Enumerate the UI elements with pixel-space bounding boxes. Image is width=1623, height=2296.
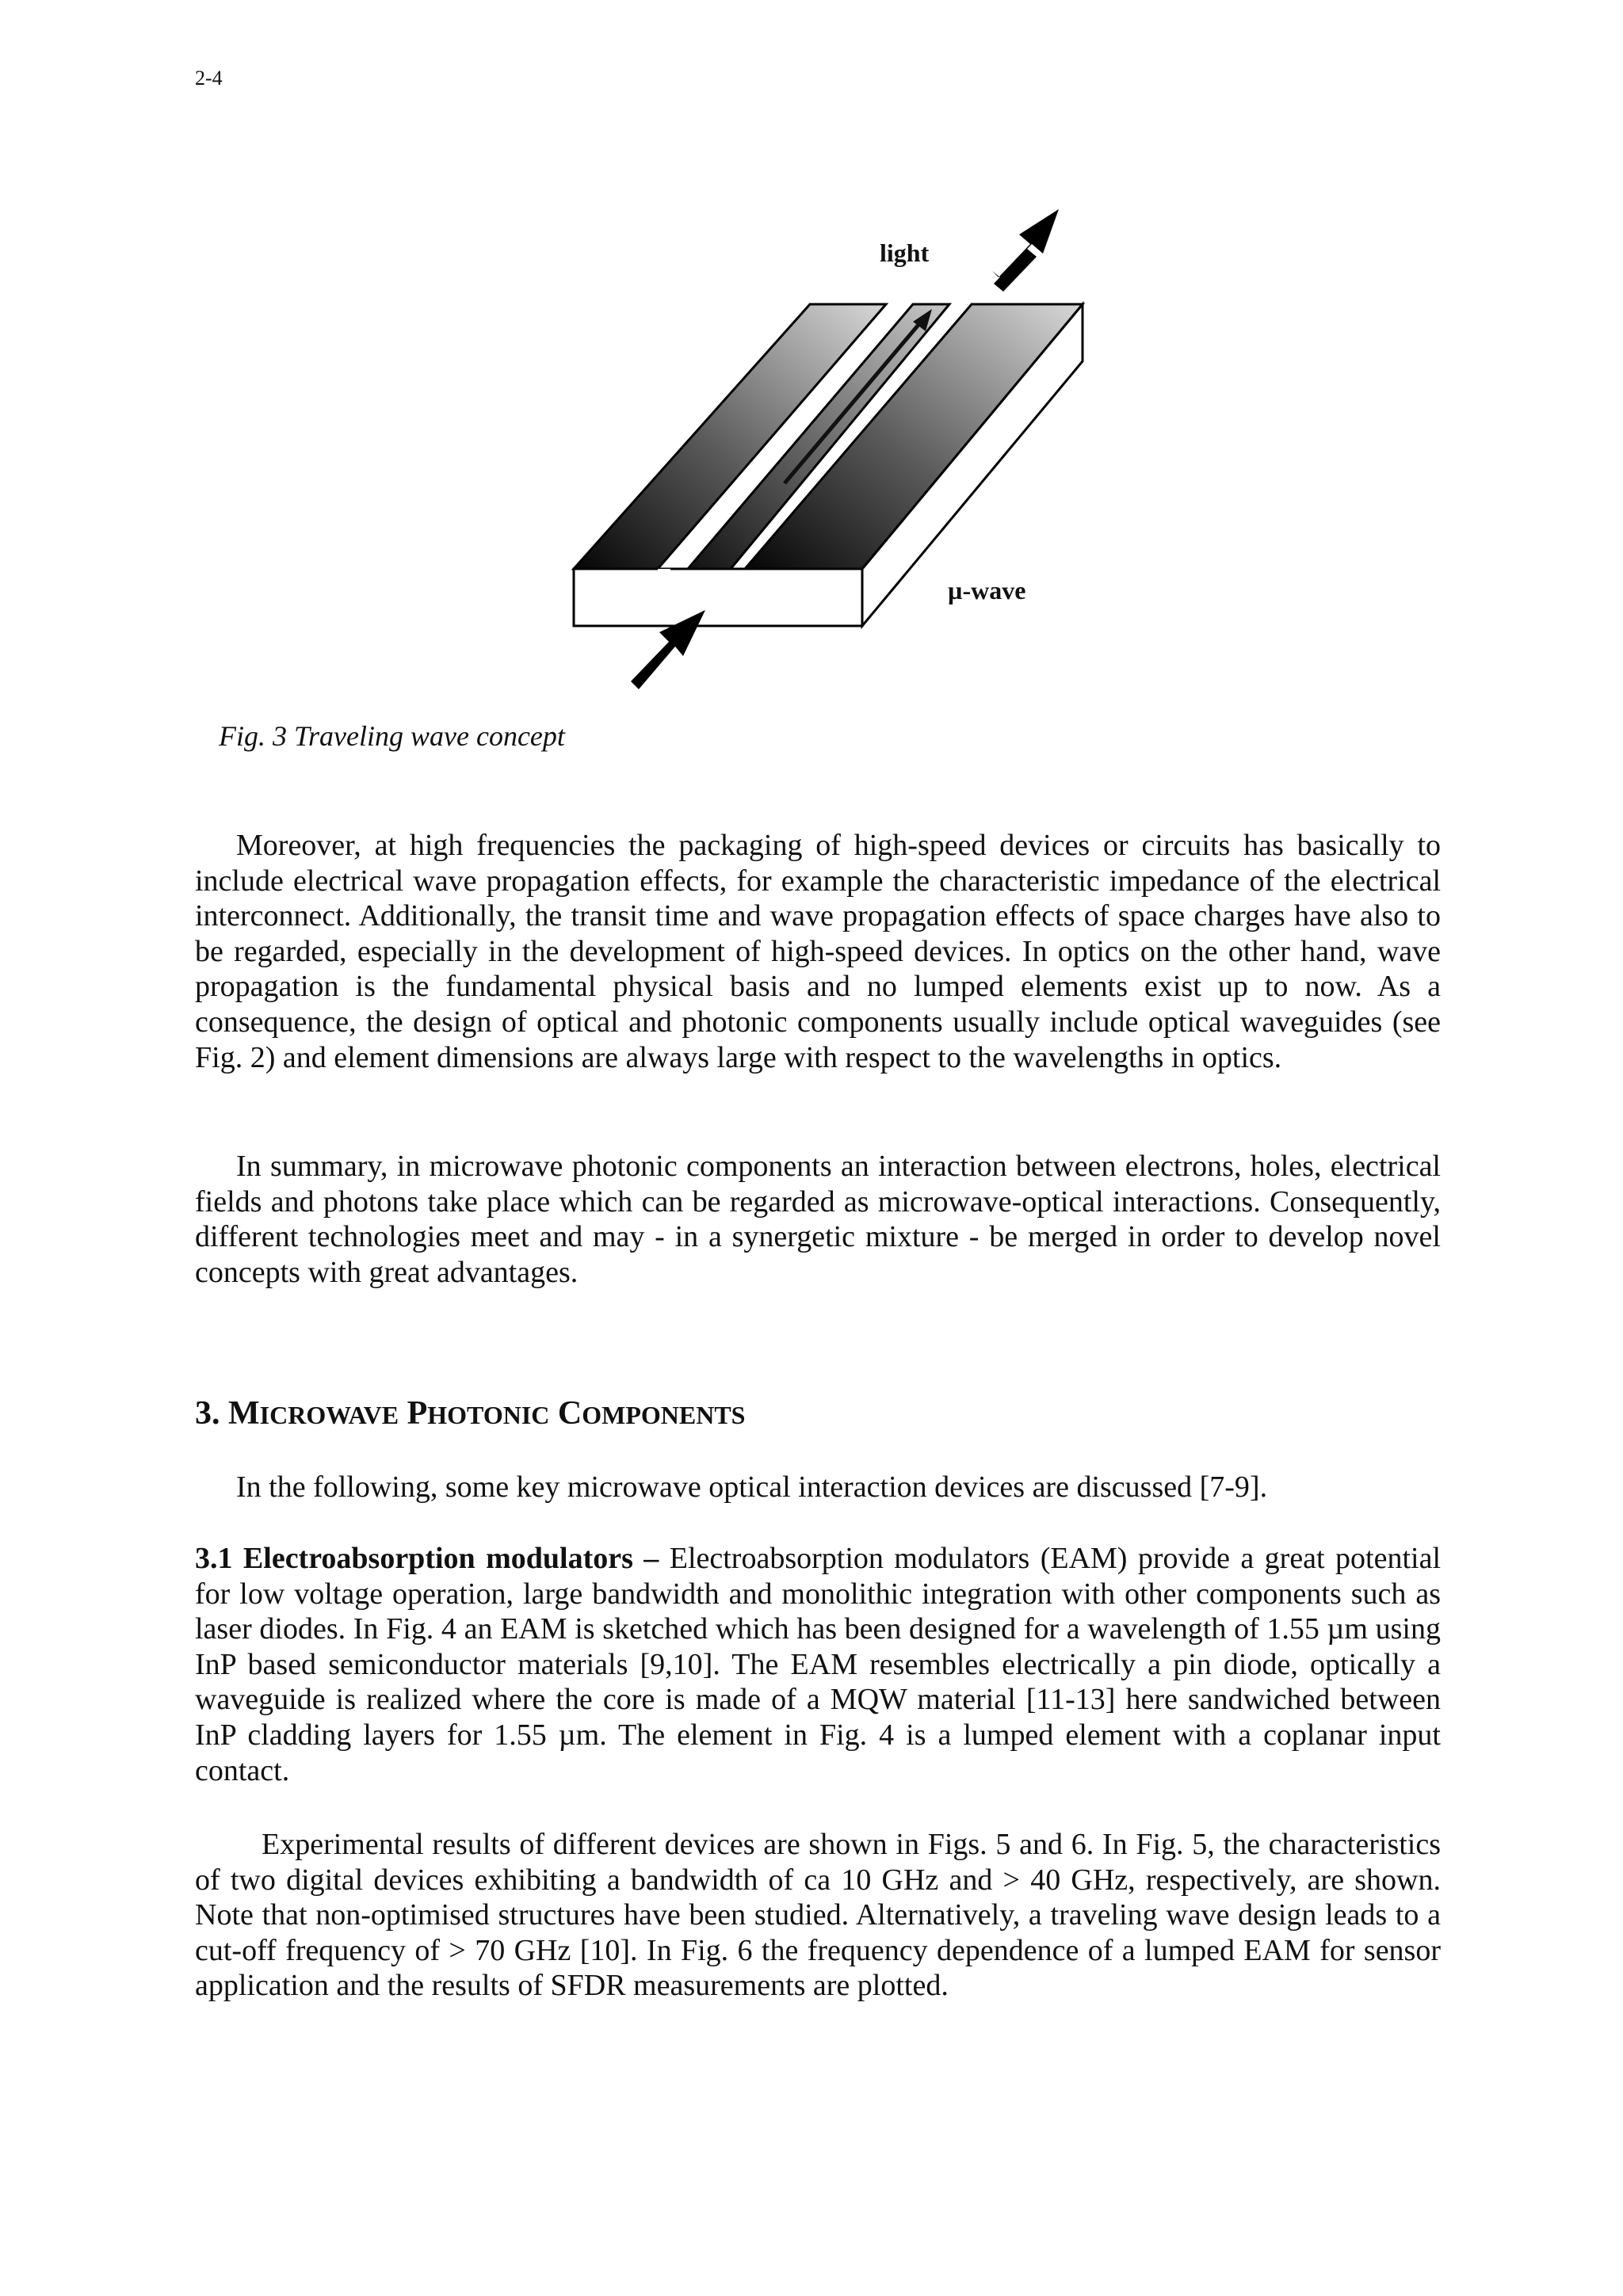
section-word-2-initial: P [407, 1395, 428, 1432]
section-word-3-initial: C [557, 1395, 582, 1432]
paragraph-4-body: Electroabsorption modulators (EAM) provide a great potential for low voltage operation, large bandwidth and monolithic integration with other components such as laser diodes. In Fig. 4 an EAM is sketched which has been designed for a wavelength of 1.55 µm using InP based semiconductor materials [9,10]. The EAM resembles electrically a pin diode, optically a waveguide is realized where the core is made of a MQW material [11-13] here sandwiched between InP cladding layers for 1.55 µm. The element in Fig. 4 is a lumped element with a coplanar input contact. [195, 1542, 1441, 1787]
paragraph-1: Moreover, at high frequencies the packaging of high-speed devices or circuits has basically to include electrical wave propagation effects, for example the characteristic impedance of the electrical interconnect. Additionally, the transit time and wave propagation effects of space charges have also to be regarded, especially in the development of high-speed devices. In optics on the other hand, wave propagation is the fundamental physical basis and no lumped elements exist up to now. As a consequence, the design of optical and photonic components usually include optical waveguides (see Fig. 2) and element dimensions are always large with respect to the wavelengths in optics. [195, 829, 1441, 1074]
paragraph-3: In the following, some key microwave optical interaction devices are discussed [7-9]. [236, 1470, 1268, 1504]
label-light: light [880, 238, 930, 267]
traveling-wave-figure [555, 198, 1125, 705]
paragraph-2: In summary, in microwave photonic components an interaction between electrons, holes, electrical fields and photons take place which can be regarded as microwave-optical interactions. Consequently, different technologies meet and may - in a synergetic mixture - be merged in order to develop novel concepts with great advantages. [195, 1150, 1441, 1289]
paragraph-4 [195, 1541, 1441, 1788]
label-microwave: µ-wave [948, 576, 1026, 605]
subsection-runin: 3.1 Electroabsorption modulators – [195, 1542, 659, 1575]
section-word-1-rest: ICROWAVE [259, 1401, 399, 1429]
paragraph-5: Experimental results of different devices are shown in Figs. 5 and 6. In Fig. 5, the characteristics of two digital devices exhibiting a bandwidth of ca 10 GHz and > 40 GHz, respectively, are shown. Note that non-optimised structures have been studied. Alternatively, a traveling wave design leads to a cut-off frequency of > 70 GHz [10]. In Fig. 6 the frequency dependence of a lumped EAM for sensor application and the results of SFDR measurements are plotted. [195, 1828, 1441, 2003]
section-word-2-rest: HOTONIC [427, 1401, 550, 1429]
page-number: 2-4 [195, 67, 223, 90]
section-word-3-rest: OMPONENTS [582, 1401, 746, 1429]
section-heading [195, 1394, 745, 1432]
section-number: 3. [195, 1395, 220, 1432]
section-word-1-initial: M [228, 1395, 260, 1432]
figure-caption: Fig. 3 Traveling wave concept [219, 720, 565, 752]
